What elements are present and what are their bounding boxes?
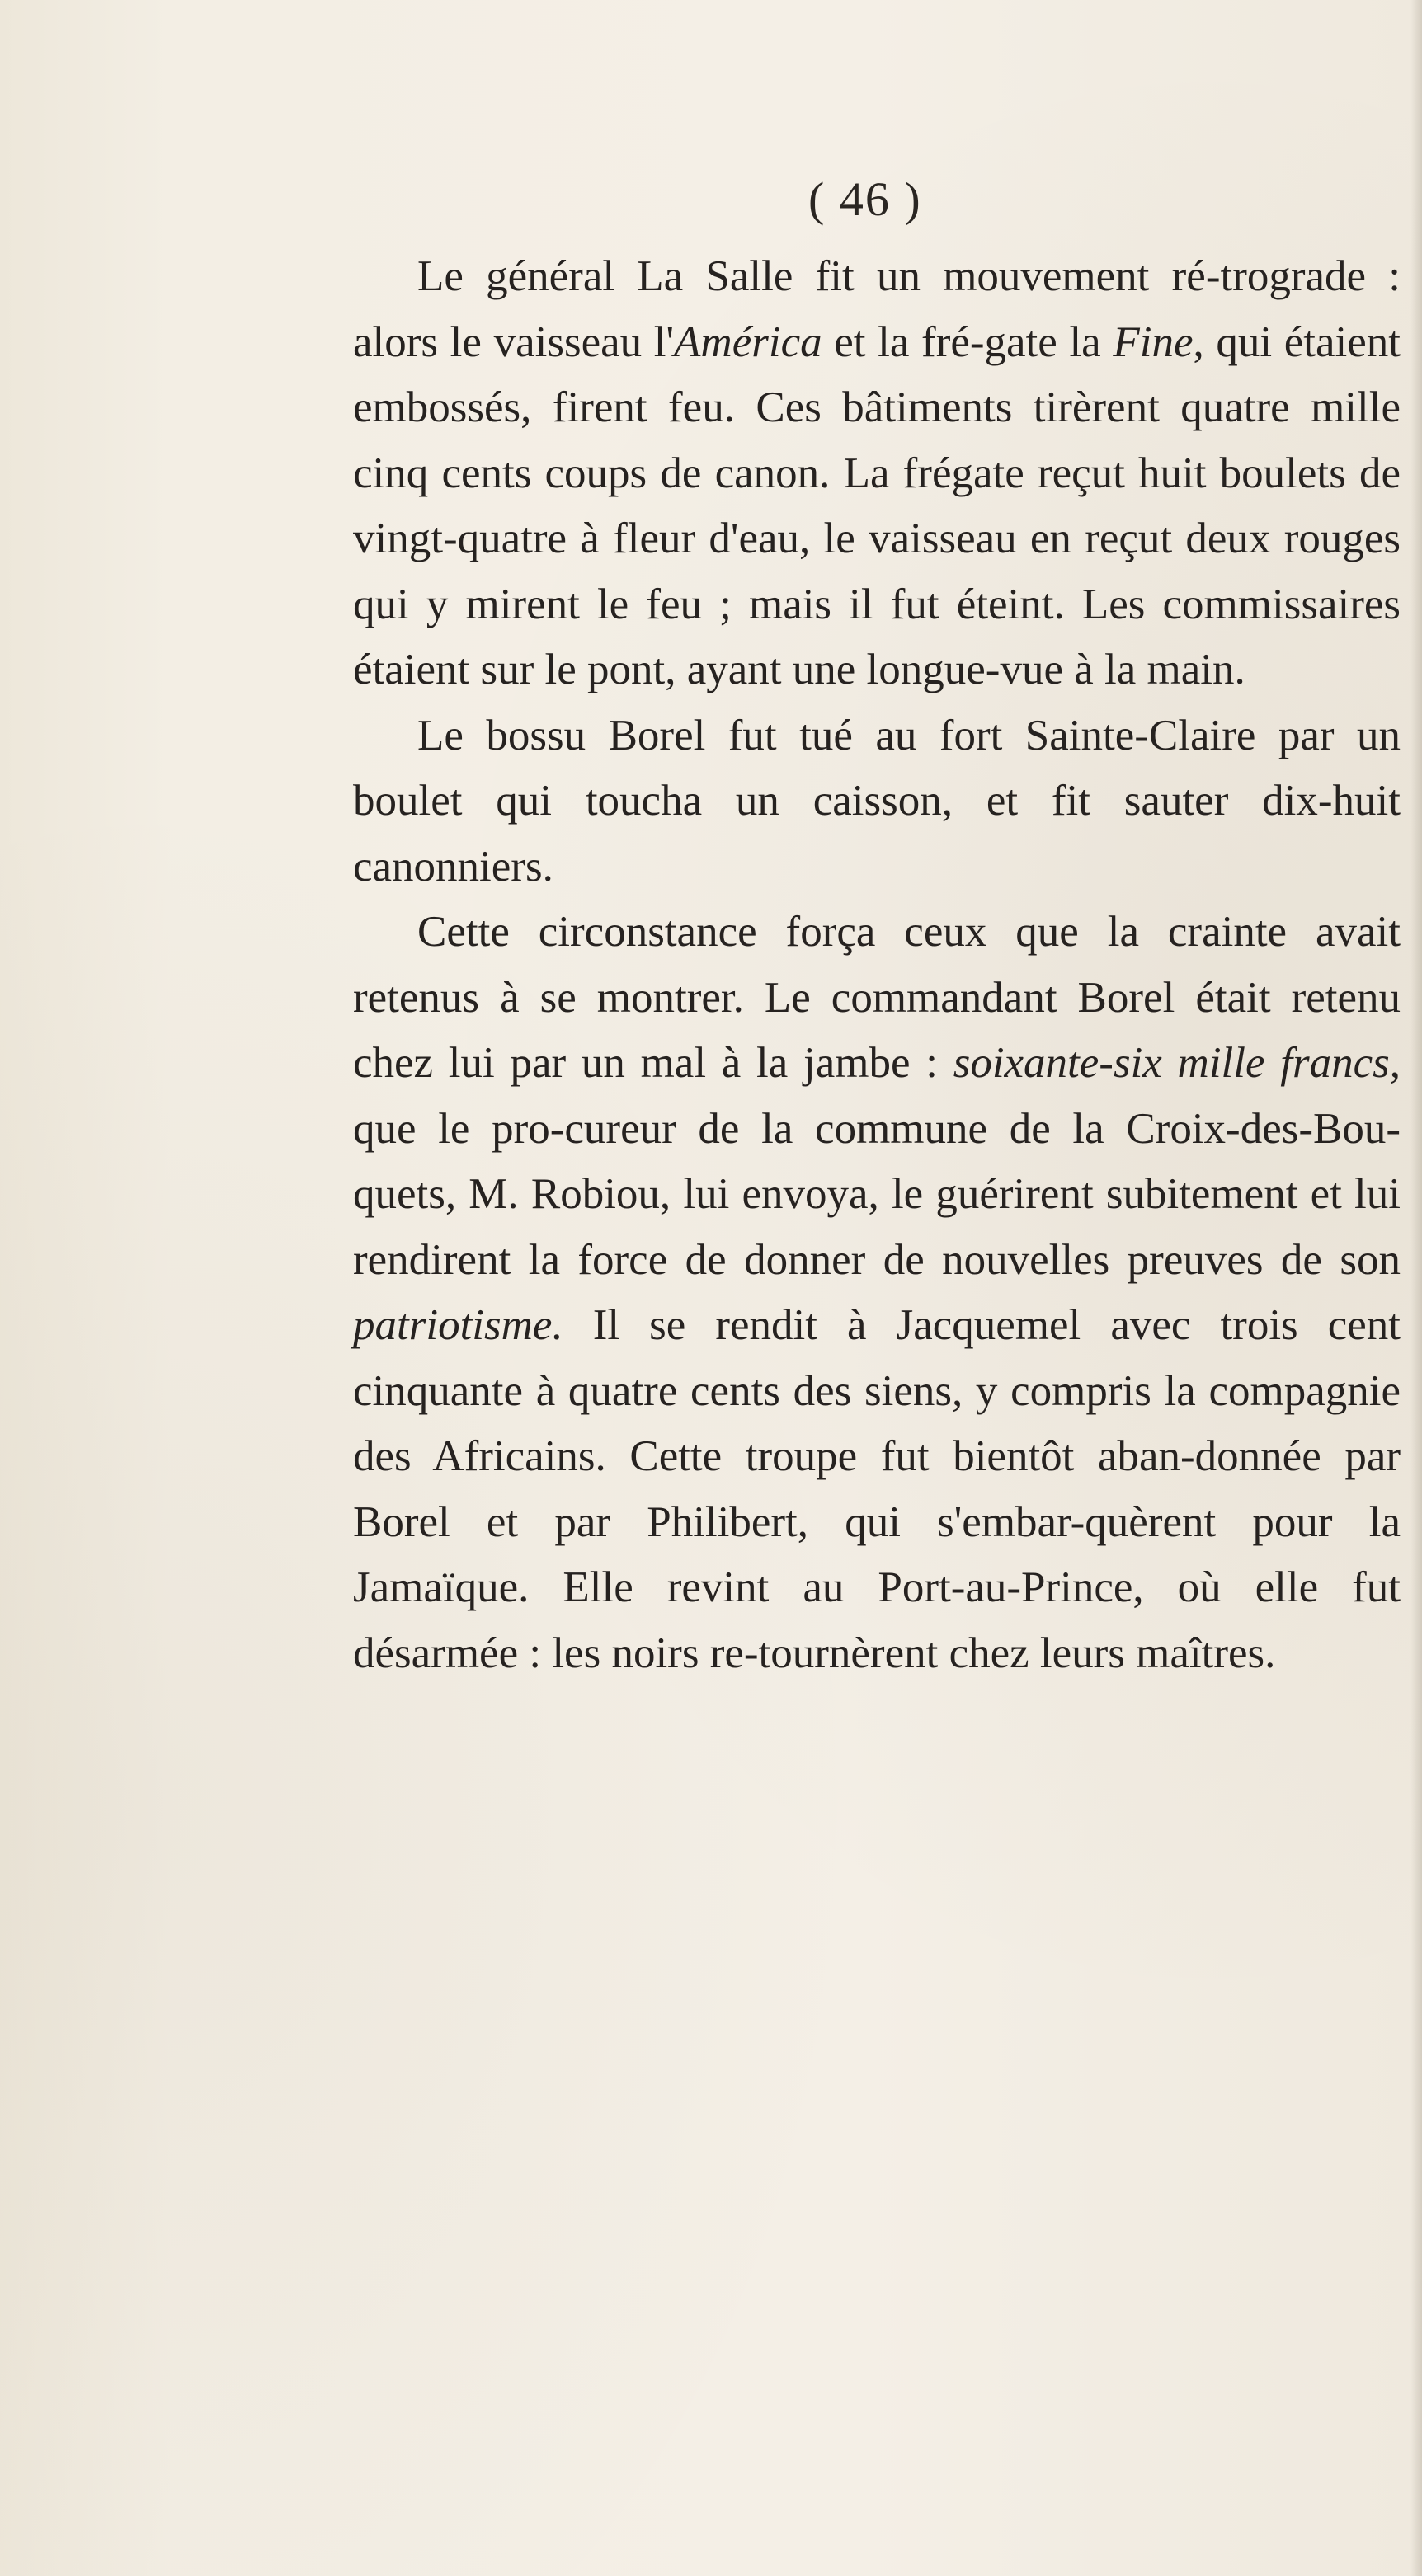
paragraph-2-segment-1: Le bossu Borel fut tué au fort Sainte-Claire par un boulet qui toucha un caisson, et fit sauter dix-huit canonniers.: [353, 711, 1401, 891]
page-number: ( 46 ): [808, 172, 922, 226]
paragraph-3-segment-5: Il se rendit à Jacquemel avec trois cent cinquante à quatre cents des siens, y compris la compagnie des Africains. Cette troupe fut bientôt aban-donnée par Borel et par Philibert, qui s'embar-quèrent pour la Jamaïque. Elle revint au Port-au-Prince, où elle fut désarmée : les noirs re-tournèrent chez leurs maîtres.: [353, 1301, 1401, 1677]
paragraph-1-segment-5: , qui étaient embossés, firent feu. Ces bâtiments tirèrent quatre mille cinq cents coups de canon. La frégate reçut huit boulets de vingt-quatre à fleur d'eau, le vaisseau en reçut deux rouges qui y mirent le feu ; mais il fut éteint. Les commissaires étaient sur le pont, ayant une longue-vue à la main.: [353, 317, 1401, 693]
paragraph-2: [353, 703, 1401, 900]
paragraph-1: [353, 244, 1401, 703]
paragraph-3-segment-1: Cette circonstance força ceux que la crainte avait retenus à se montrer. Le commandant Borel était retenu chez lui par un mal à la jambe :: [353, 908, 1401, 1087]
body-text: [353, 244, 1401, 1686]
paragraph-3-segment-3: , que le pro-cureur de la commune de la Croix-des-Bou-quets, M. Robiou, lui envoya, le guérirent subitement et lui rendirent la force de donner de nouvelles preuves de son: [353, 1039, 1401, 1284]
paragraph-1-segment-3: et la fré-gate la: [822, 317, 1114, 366]
paragraph-1-segment-2-italic: América: [674, 317, 822, 366]
paragraph-3: [353, 900, 1401, 1686]
paragraph-1-segment-1: Le général La Salle fit un mouvement ré-trograde : alors le vaisseau l': [353, 252, 1401, 366]
paragraph-3-segment-4-italic: patriotisme.: [353, 1301, 563, 1349]
paragraph-1-segment-4-italic: Fine: [1113, 317, 1194, 366]
page-edge-shadow: [1410, 0, 1422, 2576]
paragraph-3-segment-2-italic: soixante-six mille francs: [953, 1039, 1390, 1087]
